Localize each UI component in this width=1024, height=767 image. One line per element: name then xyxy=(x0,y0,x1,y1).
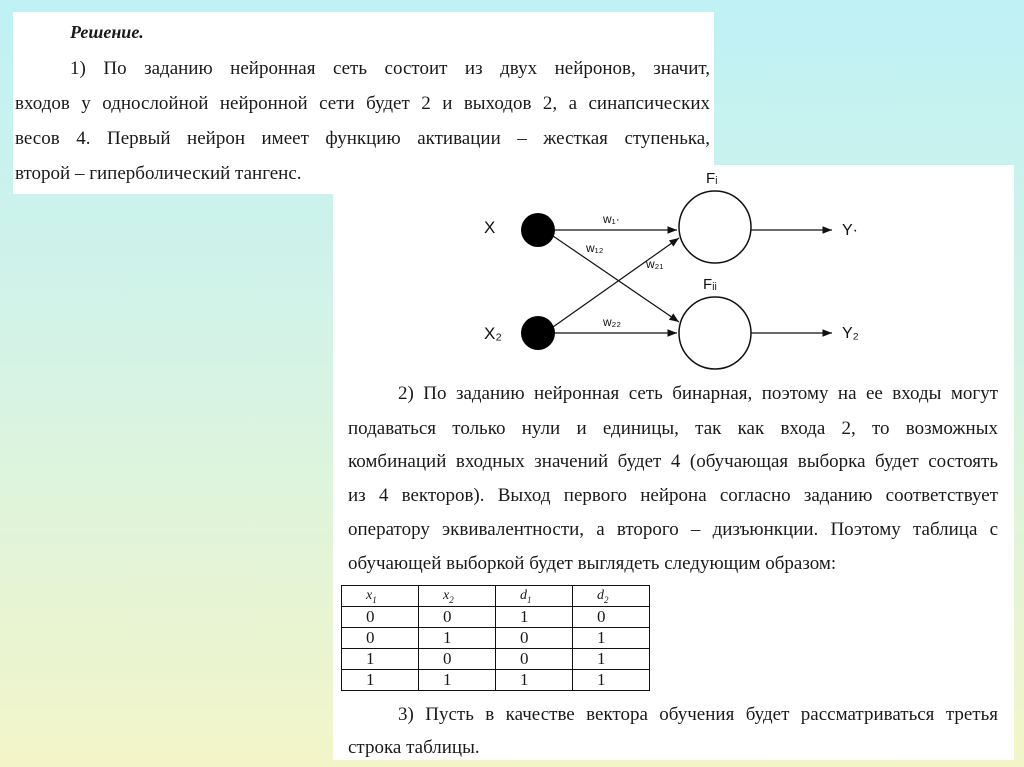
header-x2: $x_2$ xyxy=(419,586,496,607)
para1-line-3: весов 4. Первый нейрон имеет функцию активации – жесткая ступенька, xyxy=(15,128,710,149)
neuron-2-label: Fᵢᵢ xyxy=(703,276,717,293)
table-cell: 0 xyxy=(342,628,419,649)
table-cell: 0 xyxy=(419,607,496,628)
para2-line-5: оператору эквивалентности, а второго – дизъюнкции. Поэтому таблица с xyxy=(348,519,998,540)
para3-line-1: 3) Пусть в качестве вектора обучения будет рассматриваться третья xyxy=(398,704,998,725)
table-row xyxy=(342,628,650,649)
neuron-2 xyxy=(679,297,751,369)
para1-line-1: 1) По заданию нейронная сеть состоит из двух нейронов, значит, xyxy=(70,58,710,79)
table-cell: 1 xyxy=(419,670,496,691)
input-1-label: X xyxy=(484,218,496,237)
table-row xyxy=(342,670,650,691)
table-cell: 1 xyxy=(419,628,496,649)
weight-w12-connection xyxy=(553,236,679,322)
weight-w21-label: w₂₁ xyxy=(646,257,664,271)
weight-w21-connection xyxy=(553,238,679,327)
para3-line-2: строка таблицы. xyxy=(348,737,480,758)
para2-line-1: 2) По заданию нейронная сеть бинарная, поэтому на ее входы могут xyxy=(398,383,998,404)
input-node-1 xyxy=(521,213,555,247)
weight-w11-label: w₁· xyxy=(603,212,620,226)
training-set-table xyxy=(341,585,650,691)
table-cell: 1 xyxy=(573,628,650,649)
table-cell: 1 xyxy=(496,607,573,628)
neuron-1-label: Fᵢ xyxy=(706,170,718,187)
header-d1: $d_1$ xyxy=(496,586,573,607)
weight-w12-label: w₁₂ xyxy=(586,241,604,255)
table-cell: 1 xyxy=(496,670,573,691)
table-cell: 1 xyxy=(573,670,650,691)
solution-heading: Решение. xyxy=(70,22,144,42)
para2-line-2: подаваться только нули и единицы, так как входа 2, то возможных xyxy=(348,418,998,439)
output-1-label: Y· xyxy=(842,222,858,239)
input-node-2 xyxy=(521,316,555,350)
input-2-label: X₂ xyxy=(484,324,502,343)
para2-line-4: из 4 векторов). Выход первого нейрона согласно заданию соответствует xyxy=(348,485,998,506)
para2-line-6: обучающей выборкой будет выглядеть следующим образом: xyxy=(348,553,837,574)
table-cell: 0 xyxy=(573,607,650,628)
table-cell: 0 xyxy=(496,628,573,649)
output-2-label: Y₂ xyxy=(842,325,859,342)
header-d2: $d_2$ xyxy=(573,586,650,607)
header-x1: $x_1$ xyxy=(342,586,419,607)
table-cell: 0 xyxy=(496,649,573,670)
para1-line-4: второй – гиперболический тангенс. xyxy=(15,163,302,184)
table-cell: 0 xyxy=(419,649,496,670)
table-row xyxy=(342,649,650,670)
table-row xyxy=(342,607,650,628)
table-cell: 1 xyxy=(342,670,419,691)
weight-w22-label: w₂₂ xyxy=(603,315,621,329)
table-cell: 1 xyxy=(573,649,650,670)
table-header-row xyxy=(342,586,650,607)
table-cell: 1 xyxy=(342,649,419,670)
para1-line-2: входов у однослойной нейронной сети будет 2 и выходов 2, а синапсических xyxy=(15,93,710,114)
table-cell: 0 xyxy=(342,607,419,628)
neuron-1 xyxy=(679,191,751,263)
para2-line-3: комбинаций входных значений будет 4 (обучающая выборка будет состоять xyxy=(348,451,998,472)
